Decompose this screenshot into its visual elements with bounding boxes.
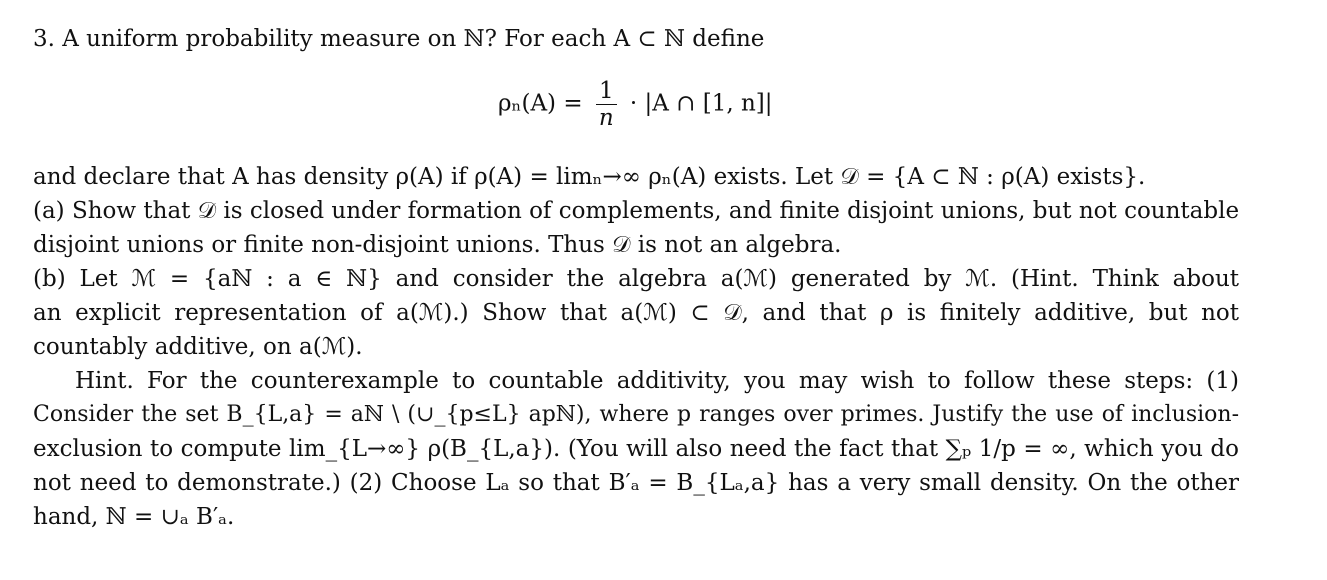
fraction-numerator: 1 <box>596 78 617 105</box>
equation-lhs: ρₙ(A) = <box>498 90 583 117</box>
equation-fraction <box>596 78 617 131</box>
text-line: (a) Show that 𝒟 is closed under formation of complements, and finite disjoint unions, but not countable <box>33 198 1240 224</box>
text-line: disjoint unions or finite non-disjoint unions. Thus 𝒟 is not an algebra. <box>33 232 842 258</box>
text-line: (b) Let ℳ = {aℕ : a ∈ ℕ} and consider the algebra a(ℳ) generated by ℳ. (Hint. Think about <box>33 266 1239 292</box>
display-equation <box>498 78 773 131</box>
display-equation-block <box>33 56 1239 160</box>
text-line: hand, ℕ = ∪ₐ B′ₐ. <box>33 504 235 530</box>
problem-heading: 3. A uniform probability measure on ℕ? For each A ⊂ ℕ define <box>33 26 765 52</box>
text-line: an explicit representation of a(ℳ).) Show that a(ℳ) ⊂ 𝒟, and that ρ is finitely additive, but not <box>33 300 1239 326</box>
equation-rhs: · |A ∩ [1, n]| <box>629 90 773 117</box>
fraction-denominator: n <box>598 105 614 131</box>
text-line: exclusion to compute lim_{L→∞} ρ(B_{L,a}). (You will also need the fact that ∑ₚ 1/p = ∞, which you do <box>33 436 1239 462</box>
hint-line: Hint. For the counterexample to countable additivity, you may wish to follow these steps: (1) <box>75 368 1239 394</box>
problem-text <box>33 22 1239 534</box>
text-line: not need to demonstrate.) (2) Choose Lₐ so that B′ₐ = B_{Lₐ,a} has a very small density. On the other <box>33 470 1239 496</box>
text-line: and declare that A has density ρ(A) if ρ(A) = limₙ→∞ ρₙ(A) exists. Let 𝒟 = {A ⊂ ℕ : ρ(A) exists}. <box>33 164 1146 190</box>
text-line: countably additive, on a(ℳ). <box>33 334 363 360</box>
text-line: Consider the set B_{L,a} = aℕ \ (∪_{p≤L} apℕ), where p ranges over primes. Justify the use of inclusion- <box>33 402 1239 427</box>
